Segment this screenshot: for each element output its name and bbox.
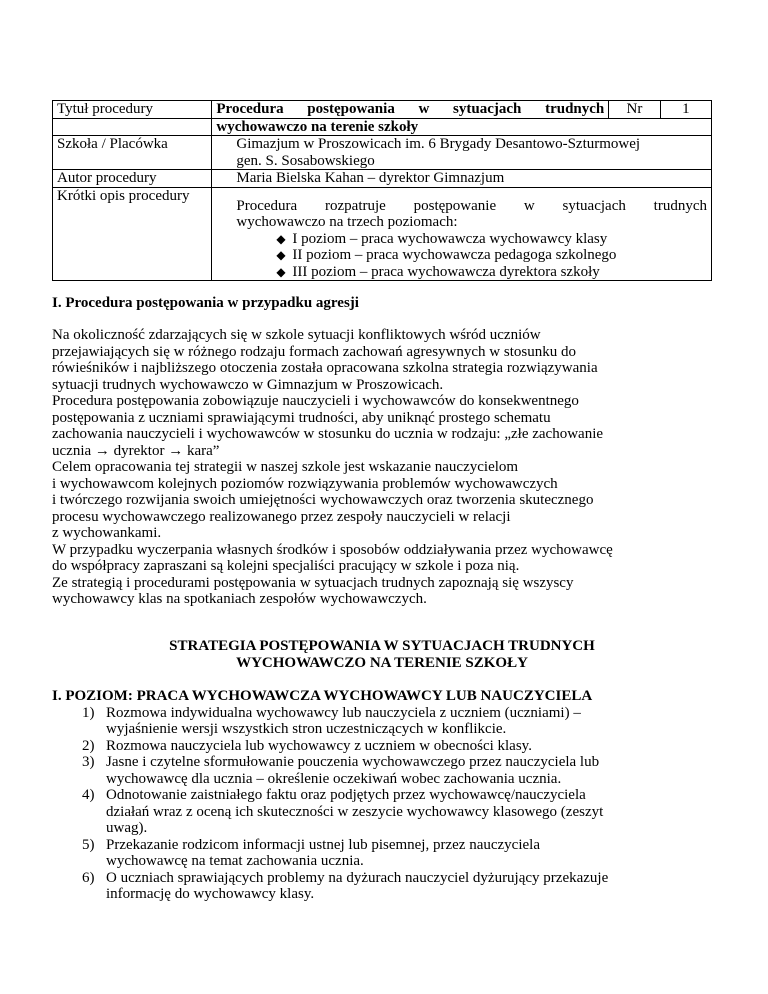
section1-body xyxy=(52,327,712,608)
level-item: ◆ III poziom – praca wychowawcza dyrektora szkoły xyxy=(276,263,600,280)
list-item: 5) Przekazanie rodzicom informacji ustnej lub pisemnej, przez nauczyciela wychowawcę na temat zachowania ucznia. xyxy=(82,836,540,869)
strategy-title-line1: STRATEGIA POSTĘPOWANIA W SYTUACJACH TRUDNYCH xyxy=(169,638,595,654)
level-item: ◆ I poziom – praca wychowawcza wychowawcy klasy xyxy=(276,230,608,247)
nr-value: 1 xyxy=(660,101,711,119)
level1-steps xyxy=(52,705,712,903)
list-item: 2) Rozmowa nauczyciela lub wychowawcy z uczniem w obecności klasy. xyxy=(82,737,532,754)
paragraph: Na okoliczność zdarzających się w szkole sytuacji konfliktowych wśród uczniów przejawiających się w różnego rodzaju formach zachowań agresywnych w stosunku do rówieśników i najbliższego otoczenia została opracowana szkolna strategia rozwiązywania sytuacji trudnych wychowawczo w Gimnazjum w Proszowicach. xyxy=(52,327,598,393)
list-item: 1) Rozmowa indywidualna wychowawcy lub nauczyciela z uczniem (uczniami) – wyjaśnienie wersji wszystkich stron uczestniczących w konflikcie. xyxy=(82,704,581,737)
levels-list xyxy=(236,231,707,281)
paragraph: W przypadku wyczerpania własnych środków i sposobów oddziaływania przez wychowawcę do współpracy zapraszani są kolejni specjaliści pracujący w szkole i poza nią. xyxy=(52,541,613,574)
nr-label: Nr xyxy=(609,101,660,119)
section1 xyxy=(52,295,712,312)
school-line2: gen. S. Sosabowskiego xyxy=(236,152,375,169)
procedure-title xyxy=(212,101,609,119)
desc-line1: Procedura rozpatruje postępowanie w sytuacjach trudnych xyxy=(236,197,707,214)
level-item: ◆ II poziom – praca wychowawcza pedagoga szkolnego xyxy=(276,247,617,263)
list-item: 3) Jasne i czytelne sformułowanie pouczenia wychowawczego przez nauczyciela lub wychowawcę dla ucznia – określenie oczekiwań wobec zachowania ucznia. xyxy=(82,754,600,787)
level1-title: I. POZIOM: PRACA WYCHOWAWCZA WYCHOWAWCY LUB NAUCZYCIELA xyxy=(52,688,593,704)
school-value xyxy=(212,136,712,170)
procedure-title-line1: Procedura postępowania w sytuacjach trudnych xyxy=(216,101,605,117)
author-value: Maria Bielska Kahan – dyrektor Gimnazjum xyxy=(212,170,712,188)
school-label: Szkoła / Placówka xyxy=(53,136,212,170)
school-line1: Gimazjum w Proszowicach im. 6 Brygady Desantowo-Szturmowej xyxy=(236,136,641,152)
diamond-bullet-icon: ◆ xyxy=(276,264,286,279)
diamond-bullet-icon: ◆ xyxy=(276,231,286,246)
list-item: 6) O uczniach sprawiających problemy na dyżurach nauczyciel dyżurujący przekazuje informację do wychowawcy klasy. xyxy=(82,869,609,902)
procedure-title-cont xyxy=(212,118,712,136)
paragraph: Procedura postępowania zobowiązuje nauczycieli i wychowawców do konsekwentnego postępowania z uczniami sprawiającymi trudności, aby uniknąć prostego schematu zachowania nauczycieli i wychowawców w stosunku do ucznia w rodzaju: „złe zachowanie ucznia → dyrektor → kara” xyxy=(52,393,604,459)
procedure-header-table xyxy=(52,100,712,281)
paragraph: Ze strategią i procedurami postępowania w sytuacjach trudnych zapoznają się wszyscy wychowawcy klas na spotkaniach zespołów wychowawczych. xyxy=(52,574,574,607)
desc-value xyxy=(212,187,712,281)
level1-section xyxy=(52,688,712,903)
strategy-title-line2: WYCHOWAWCZO NA TERENIE SZKOŁY xyxy=(236,654,528,671)
list-item: 4) Odnotowanie zaistniałego faktu oraz podjętych przez wychowawcę/nauczyciela działań wraz z oceną ich skuteczności w zeszycie wychowawcy klasowego (zeszyt uwag). xyxy=(82,787,604,836)
desc-label: Krótki opis procedury xyxy=(53,187,212,281)
desc-line2: wychowawczo na trzech poziomach: xyxy=(236,214,458,230)
author-label: Autor procedury xyxy=(53,170,212,188)
section1-title: I. Procedura postępowania w przypadku agresji xyxy=(52,295,359,311)
strategy-heading xyxy=(52,638,712,671)
title-label: Tytuł procedury xyxy=(53,101,212,119)
procedure-title-line2: wychowawczo na terenie szkoły xyxy=(216,118,419,135)
diamond-bullet-icon: ◆ xyxy=(276,248,286,262)
paragraph: Celem opracowania tej strategii w naszej szkole jest wskazanie nauczycielom i wychowawcom kolejnych poziomów rozwiązywania problemów wychowawczych i twórczego rozwijania swoich umiejętności wychowawczych oraz tworzenia skutecznego procesu wychowawczego realizowanego przez zespoły nauczycieli w relacji z wychowankami. xyxy=(52,459,594,541)
